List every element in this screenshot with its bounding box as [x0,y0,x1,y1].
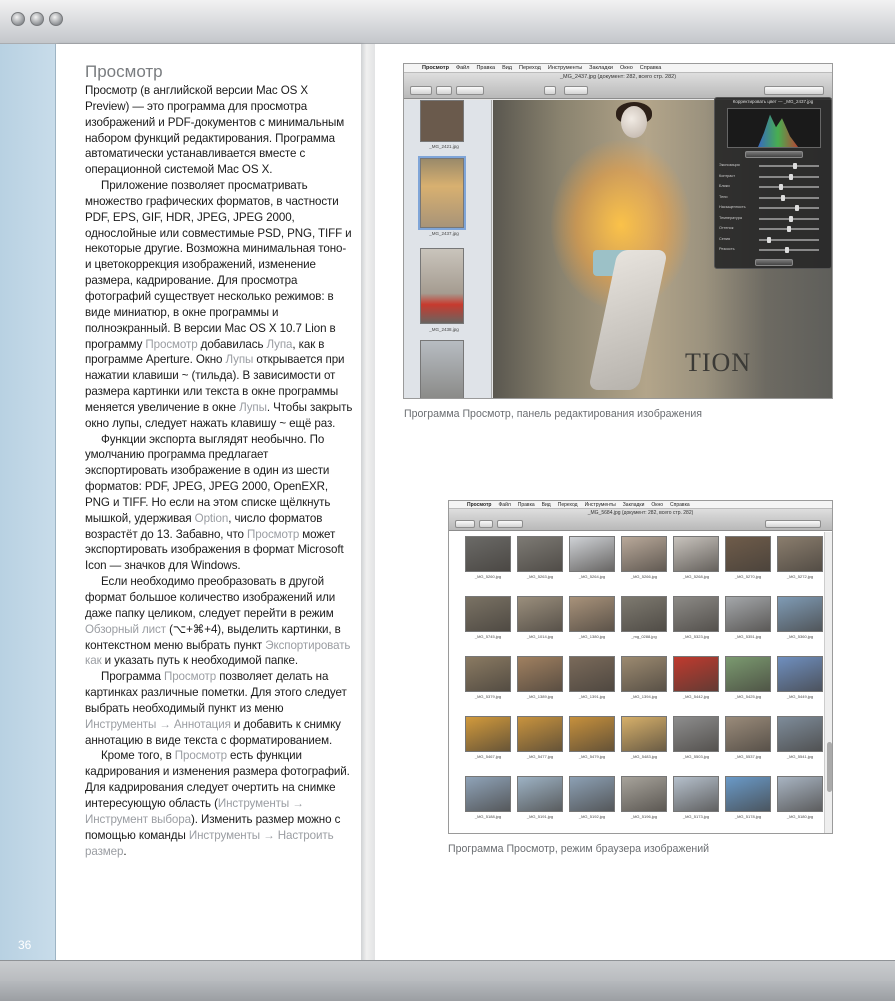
highlighted-term: Инструменты → Аннотация [85,717,231,731]
thumbnail-label: _MG_5264.jpg [578,574,606,579]
slider-knob[interactable] [789,174,793,180]
highlighted-term: Экспортировать как [85,638,351,668]
grid-thumbnail[interactable] [777,536,823,582]
menu-item[interactable]: Закладки [622,502,645,508]
thumbnail-label: _mg_0288.jpg [631,634,657,639]
grid-thumbnail[interactable] [725,716,771,762]
thumbnail-label: _MG_5442.jpg [682,694,710,699]
thumbnail-label: _MG_5191.jpg [526,814,554,819]
thumbnail-image [517,656,563,692]
thumbnail-image [725,656,771,692]
highlighted-term: Обзорный лист [85,622,166,636]
grid-thumbnail[interactable] [569,776,615,822]
grid-thumbnail[interactable] [517,596,563,642]
scrollbar[interactable] [824,532,833,834]
grid-thumbnail[interactable] [569,656,615,702]
thumbnail-image [621,716,667,752]
sidebar-thumb-label: _MG_2421.jpg [429,144,459,149]
grid-thumbnail[interactable] [777,716,823,762]
text-run: . [123,844,127,858]
adjust-slider[interactable] [759,186,819,188]
book-spine [0,44,56,960]
thumbnail-image [777,596,823,632]
grid-thumbnail[interactable] [673,656,719,702]
thumbnail-label: _MG_1389.jpg [526,694,554,699]
menu-item[interactable]: Просмотр [467,502,492,508]
sidebar-thumb-selected[interactable] [420,158,464,228]
view-button[interactable] [479,520,493,528]
highlighted-term: Просмотр [145,337,198,351]
thumbnail-image [465,656,511,692]
thumbnail-image [569,596,615,632]
grid-thumbnail[interactable] [569,716,615,762]
menu-item[interactable]: Правка [476,65,496,71]
screenshot-browser-mode [448,500,833,834]
text-run: , число форматов возрастёт до 13. Забавно, что [85,511,323,541]
thumbnail-image [465,596,511,632]
thumbnail-label: _MG_1380.jpg [578,634,606,639]
grid-thumbnail[interactable] [777,656,823,702]
thumbnail-label: _MG_5270.jpg [734,574,762,579]
thumbnail-label: _MG_5483.jpg [630,754,658,759]
menu-item[interactable]: Справка [639,65,662,71]
grid-thumbnail[interactable] [569,536,615,582]
adjust-slider[interactable] [759,176,819,178]
thumbnail-image [465,536,511,572]
grid-thumbnail[interactable] [673,776,719,822]
thumbnail-image [673,656,719,692]
menu-item[interactable]: Окно [651,502,664,508]
slider-knob[interactable] [789,216,793,222]
highlighted-term: Лупы [225,353,254,367]
thumbnail-image [569,776,615,812]
thumbnail-image [621,656,667,692]
thumbnail-label: _MG_5323.jpg [682,634,710,639]
slider-label: Насыщенность [719,205,746,209]
highlighted-term: Лупы [239,400,267,414]
grid-thumbnail[interactable] [517,536,563,582]
share-button[interactable] [544,86,556,95]
grid-thumbnail[interactable] [725,656,771,702]
zoom-button[interactable] [49,12,63,26]
grid-thumbnail[interactable] [465,716,511,762]
sidebar-thumb[interactable] [420,100,464,142]
thumbnail-image [725,596,771,632]
thumbnail-image [465,776,511,812]
search-field[interactable] [764,86,824,95]
mannequin-head [621,106,647,138]
thumbnail-image [517,716,563,752]
thumbnail-label: _MG_1394.jpg [630,694,658,699]
paragraph [85,574,353,669]
slider-knob[interactable] [767,237,771,243]
menu-item[interactable]: Закладки [589,65,613,71]
paragraph [85,669,353,748]
shop-sign-text: TION [685,348,752,377]
highlighted-term: Просмотр [247,527,300,541]
adjust-slider[interactable] [759,165,819,167]
thumbnail-image [725,536,771,572]
grid-thumbnail[interactable] [777,776,823,822]
slider-label: Тени [719,194,728,199]
thumbnail-label: _MG_5180.jpg [786,814,814,819]
paragraph [85,748,353,859]
close-button[interactable] [11,12,25,26]
adjust-slider[interactable] [759,228,819,230]
thumbnail-label: _MG_5263.jpg [526,574,554,579]
grid-thumbnail[interactable] [517,776,563,822]
panel-title: Корректировать цвет — _MG_2437.jpg [732,99,814,104]
thumbnail-label: _MG_5173.jpg [682,814,710,819]
menu-item[interactable]: Переход [557,502,578,508]
thumbnail-label: _MG_5425.jpg [734,694,762,699]
thumbnail-image [517,776,563,812]
section-heading: Просмотр [85,62,163,81]
text-run: позволяет делать на картинках различные пометки. Для этого следует выбрать необходимый пункт из меню [85,670,347,715]
thumbnail-label: _MG_5467.jpg [474,754,502,759]
highlighted-term: Лупа [266,337,293,351]
thumbnail-label: _MG_5537.jpg [734,754,762,759]
zoom-buttons[interactable] [456,86,484,95]
menu-item[interactable]: Файл [498,502,511,508]
grid-thumbnail[interactable] [621,596,667,642]
slider-label: Резкость [719,247,735,251]
menu-item[interactable]: Файл [455,65,470,71]
adjust-slider[interactable] [759,249,819,251]
thumbnail-label: _MG_5188.jpg [474,814,502,819]
view-button[interactable] [436,86,452,95]
search-field[interactable] [765,520,821,528]
grid-thumbnail[interactable] [673,596,719,642]
text-run: открывается при нажатии клавиши ~ (тильда). В зависимости от размера картинки или текста в окне программы меняется увеличение в окне [85,353,345,414]
text-run: и указать путь к необходимой папке. [101,654,298,668]
thumbnail-image [725,776,771,812]
highlighted-term: Инструменты → Настроить размер [85,828,334,858]
thumbnail-label: _MG_5541.jpg [786,754,814,759]
thumbnail-label: _MG_5268.jpg [682,574,710,579]
slider-knob[interactable] [781,195,785,201]
grid-thumbnail[interactable] [725,776,771,822]
page-number-left: 36 [18,938,32,952]
thumbnail-label: _MG_5260.jpg [474,574,502,579]
paragraph [85,83,353,178]
text-run: Программа [101,670,164,684]
thumbnail-label: _MG_5360.jpg [786,634,814,639]
menu-item[interactable]: Вид [541,502,551,508]
slider-knob[interactable] [793,163,797,169]
menu-item[interactable]: Инструменты [584,502,616,508]
thumbnail-label: _MG_5351.jpg [734,634,762,639]
thumbnail-image [569,716,615,752]
window-title: _MG_2437.jpg (документ: 282, всего стр. 282) [559,74,677,80]
grid-thumbnail[interactable] [621,716,667,762]
thumbnail-label: _MG_5477.jpg [526,754,554,759]
auto-levels-button[interactable] [745,151,803,158]
grid-thumbnail[interactable] [777,596,823,642]
grid-thumbnail[interactable] [621,776,667,822]
text-run: может экспортировать изображения в формат Microsoft Icon — значков для Windows. [85,527,344,573]
highlighted-term: Option [194,511,229,525]
scroll-knob[interactable] [827,742,832,792]
text-run: есть функции кадрирования и изменения размера фотографий. Для кадрирования следует очертить на снимке интересующую область ( [85,749,350,810]
thumbnail-label: _MG_5266.jpg [630,574,658,579]
text-run: Если необходимо преобразовать в другой формат большое количество изображений или даже папку целиком, следует перейти в режим [85,575,336,620]
text-run: Просмотр (в английской версии Mac OS X Preview) — это программа для просмотра изображений и PDF-документов с минимальным набором функций редактирования. Программа автоматически устанавливается вместе с операционной системой Mac OS X. [85,84,345,177]
reset-all-button[interactable] [755,259,793,266]
grid-thumbnail[interactable] [673,716,719,762]
slider-knob[interactable] [787,226,791,232]
thumbnail-label: _MG_5196.jpg [630,814,658,819]
thumbnail-label: _MG_1391.jpg [578,694,606,699]
menu-item[interactable]: Просмотр [422,65,449,71]
thumbnail-label: _MG_5178.jpg [734,814,762,819]
grid-thumbnail[interactable] [621,656,667,702]
menu-item[interactable]: Окно [619,65,633,71]
body-text [85,83,353,859]
grid-thumbnail[interactable] [621,536,667,582]
slider-label: Оттенок [719,226,734,230]
thumbnail-label: _MG_5745.jpg [474,634,502,639]
window-toolbar [449,509,832,531]
adjust-slider[interactable] [759,239,819,241]
tools-button[interactable] [564,86,588,95]
text-run: . Чтобы закрыть окно лупы, следует нажать клавишу ~ ещё раз. [85,400,353,430]
grid-thumbnail[interactable] [465,776,511,822]
thumbnail-image [673,536,719,572]
slider-knob[interactable] [785,247,789,253]
menu-item[interactable]: Инструменты [547,65,583,71]
thumbnail-image [777,656,823,692]
thumbnail-image [465,716,511,752]
menu-item[interactable]: Переход [519,65,541,71]
nav-button[interactable] [410,86,432,95]
thumbnail-image [621,536,667,572]
zoom-buttons[interactable] [497,520,523,528]
grid-thumbnail[interactable] [569,596,615,642]
text-run: ). Изменить размер можно с помощью команды [85,812,341,842]
thumbnail-image [569,656,615,692]
grid-thumbnail[interactable] [465,596,511,642]
caption-edit-panel: Программа Просмотр, панель редактирования изображения [404,408,703,420]
sidebar-thumb-label: _MG_2438.jpg [429,327,459,332]
grid-thumbnail[interactable] [725,596,771,642]
window-toolbar [404,73,832,99]
sidebar-thumb[interactable] [420,340,464,399]
thumbnail-image [725,716,771,752]
window-bottom-bar [0,960,895,1001]
menu-bar [449,501,832,509]
paragraph [85,178,353,432]
adjust-slider[interactable] [759,197,819,199]
thumbnail-image [777,536,823,572]
thumbnail-sidebar [404,100,492,399]
slider-knob[interactable] [795,205,799,211]
highlighted-term: Просмотр [174,749,227,763]
paragraph [85,432,353,575]
highlighted-term: Инструменты → Инструмент выбора [85,796,304,826]
text-run: и добавить к снимку аннотацию в виде текста с форматированием. [85,717,341,747]
thumbnail-label: _MG_5449.jpg [786,694,814,699]
thumbnail-label: _MG_5503.jpg [682,754,710,759]
thumbnail-image [673,596,719,632]
menu-bar [404,64,832,73]
book-gutter [361,44,375,960]
thumbnail-label: _MG_5272.jpg [786,574,814,579]
thumbnail-image [621,596,667,632]
histogram[interactable] [727,108,821,148]
slider-label: Температура [719,215,742,220]
slider-knob[interactable] [779,184,783,190]
thumbnail-image [777,716,823,752]
text-run: (⌥+⌘+4), выделить картинки, в контекстном меню выбрать пункт [85,622,341,652]
thumbnail-label: _MG_1014.jpg [526,634,554,639]
grid-thumbnail[interactable] [673,536,719,582]
text-run: Приложение позволяет просматривать множество графических форматов, в частности PDF, EPS, GIF, HDR, JPEG, JPEG 2000, однослойные или совместимые PSD, PNG, TIFF и некоторые другие. Возможна минимальная тоно- и цветокоррекция изображений, изменение размера, кадрирование. Для просмотра фотографий существует несколько режимов: в виде миниатюр, в окне программы и полноэкранный. В версии Mac OS X 10.7 Lion в программу [85,179,352,351]
text-run: Функции экспорта выглядят необычно. По умолчанию программа предлагает экспортировать изображение в один из шести форматов: PDF, JPEG, JPEG 2000, OpenEXR, PNG и TIFF. Но если на этом списке щёлкнуть мышкой, удерживая [85,432,331,525]
thumbnail-image [517,536,563,572]
text-run: добавилась [197,337,267,351]
menu-item[interactable]: Вид [502,65,513,71]
grid-thumbnail[interactable] [517,716,563,762]
slider-label: Контраст [719,173,736,178]
caption-browser-mode: Программа Просмотр, режим браузера изображений [448,843,710,855]
grid-thumbnail[interactable] [517,656,563,702]
adjust-slider[interactable] [759,218,819,220]
grid-thumbnail[interactable] [725,536,771,582]
thumbnail-label: _MG_5192.jpg [578,814,606,819]
slider-label: Экспозиция [719,163,740,167]
grid-thumbnail[interactable] [465,656,511,702]
thumbnail-image [621,776,667,812]
text-run: Кроме того, в [101,749,175,763]
window-titlebar [0,0,895,44]
highlighted-term: Просмотр [163,670,217,684]
thumbnail-image [777,776,823,812]
thumbnail-label: _MG_5479.jpg [578,754,606,759]
adjust-color-panel [714,97,832,269]
thumbnail-image [569,536,615,572]
sidebar-thumb[interactable] [420,248,464,324]
nav-button[interactable] [455,520,475,528]
menu-item[interactable]: Справка [670,502,690,508]
slider-label: Блики [719,184,730,188]
adjust-slider[interactable] [759,207,819,209]
thumbnail-image [673,716,719,752]
sidebar-thumb-label: _MG_2437.jpg [429,231,459,236]
thumbnail-image [673,776,719,812]
text-run: , как в программе Aperture. Окно [85,337,325,367]
menu-item[interactable]: Правка [517,502,535,508]
minimize-button[interactable] [30,12,44,26]
slider-label: Сепия [719,236,731,241]
screenshot-edit-panel [403,63,833,399]
grid-thumbnail[interactable] [465,536,511,582]
thumbnail-label: _MG_5379.jpg [474,694,502,699]
thumbnail-image [517,596,563,632]
window-title: _MG_5684.jpg (документ: 282, всего стр. 282) [587,510,694,516]
